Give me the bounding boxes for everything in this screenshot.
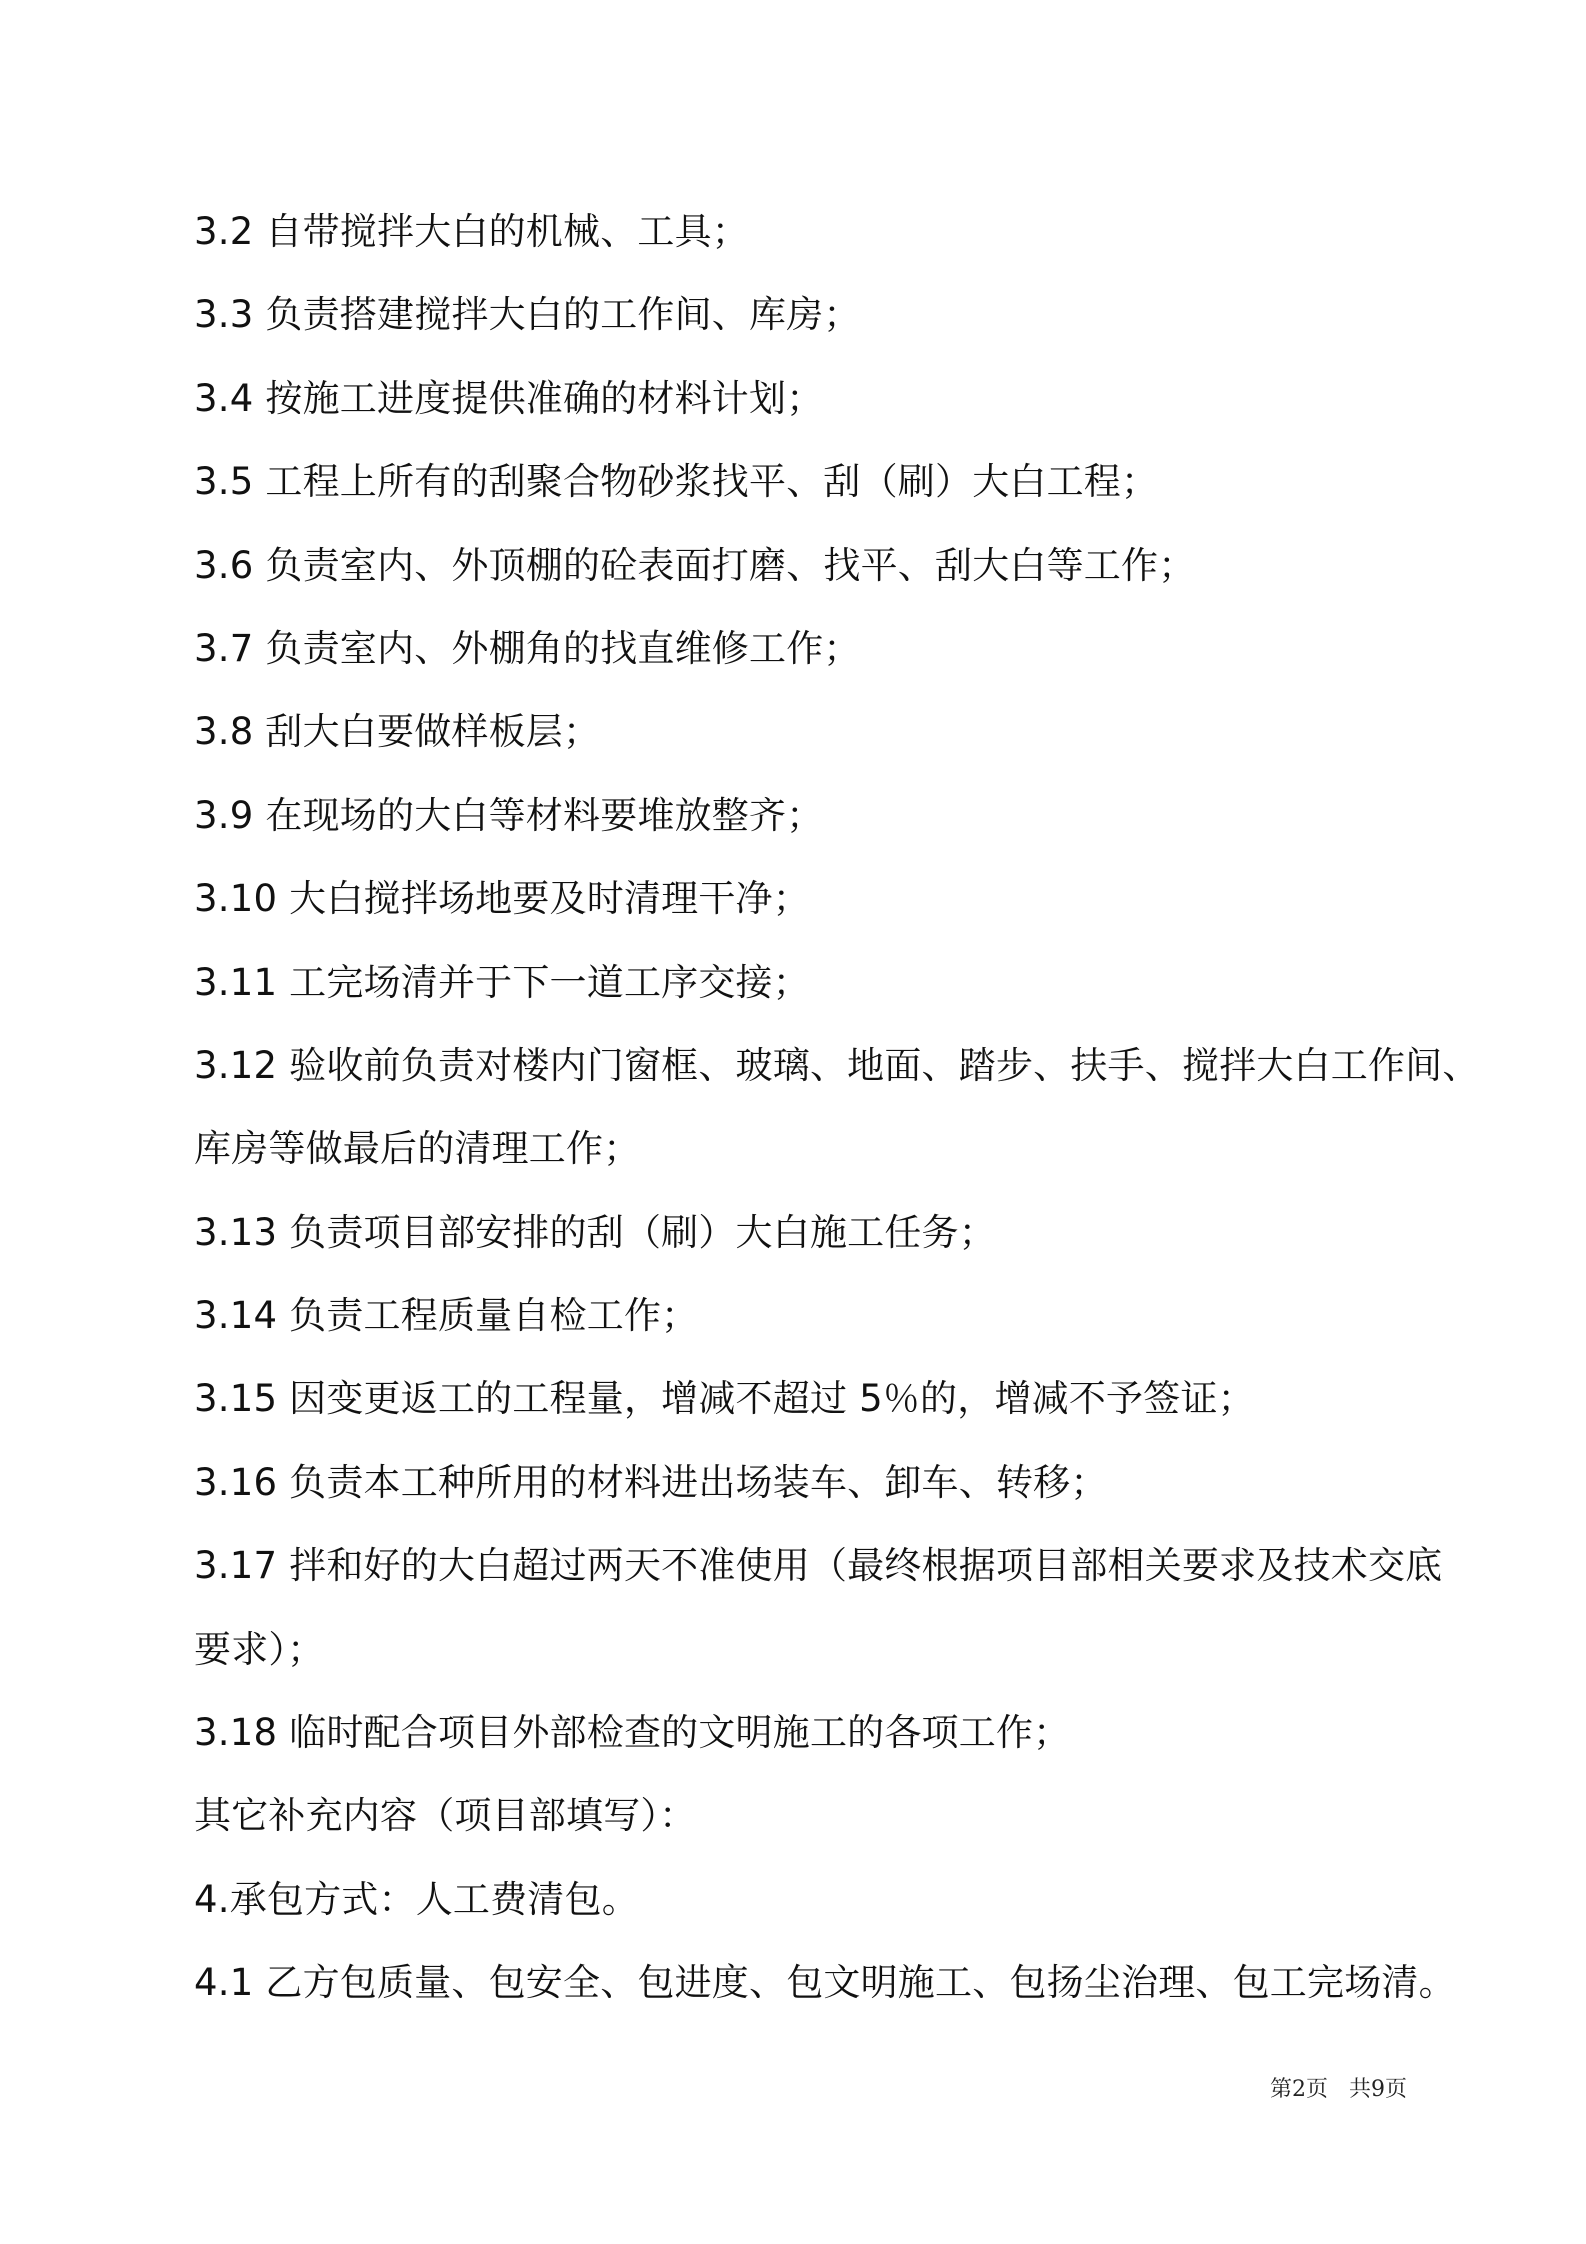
text-line: 3.18 临时配合项目外部检查的文明施工的各项工作； [194, 1711, 1071, 1755]
text-line: 3.4 按施工进度提供准确的材料计划； [194, 376, 824, 420]
text-line: 3.5 工程上所有的刮聚合物砂浆找平、刮（刷）大白工程； [194, 460, 1159, 504]
text-line: 3.17 拌和好的大白超过两天不准使用（最终根据项目部相关要求及技术交底 [194, 1544, 1443, 1588]
text-line: 库房等做最后的清理工作； [194, 1127, 641, 1171]
text-line: 3.3 负责搭建搅拌大白的工作间、库房； [194, 293, 861, 337]
text-line: 3.12 验收前负责对楼内门窗框、玻璃、地面、踏步、扶手、搅拌大白工作间、 [194, 1043, 1480, 1087]
text-line: 3.16 负责本工种所用的材料进出场装车、卸车、转移； [194, 1460, 1108, 1504]
text-line: 3.13 负责项目部安排的刮（刷）大白施工任务； [194, 1210, 996, 1254]
text-line: 要求）； [194, 1627, 325, 1671]
text-line: 3.6 负责室内、外顶棚的砼表面打磨、找平、刮大白等工作； [194, 543, 1196, 587]
text-line: 3.2 自带搅拌大白的机械、工具； [194, 210, 750, 253]
text-line: 3.10 大白搅拌场地要及时清理干净； [194, 877, 810, 921]
text-line: 4.1 乙方包质量、包安全、包进度、包文明施工、包扬尘治理、包工完场清。 [194, 1961, 1456, 2005]
text-line: 3.11 工完场清并于下一道工序交接； [194, 960, 810, 1004]
text-line: 3.7 负责室内、外棚角的找直维修工作； [194, 626, 861, 670]
text-line: 其它补充内容（项目部填写）： [194, 1794, 697, 1838]
text-line: 3.9 在现场的大白等材料要堆放整齐； [194, 793, 824, 837]
page-number-footer: 第2页 共9页 [1270, 2077, 1407, 2102]
text-line: 3.15 因变更返工的工程量，增减不超过 5％的，增减不予签证； [194, 1377, 1255, 1421]
text-line: 3.8 刮大白要做样板层； [194, 710, 601, 754]
document-body [194, 196, 1494, 2031]
text-line: 3.14 负责工程质量自检工作； [194, 1294, 699, 1338]
text-line: 4.承包方式：人工费清包。 [194, 1877, 639, 1921]
